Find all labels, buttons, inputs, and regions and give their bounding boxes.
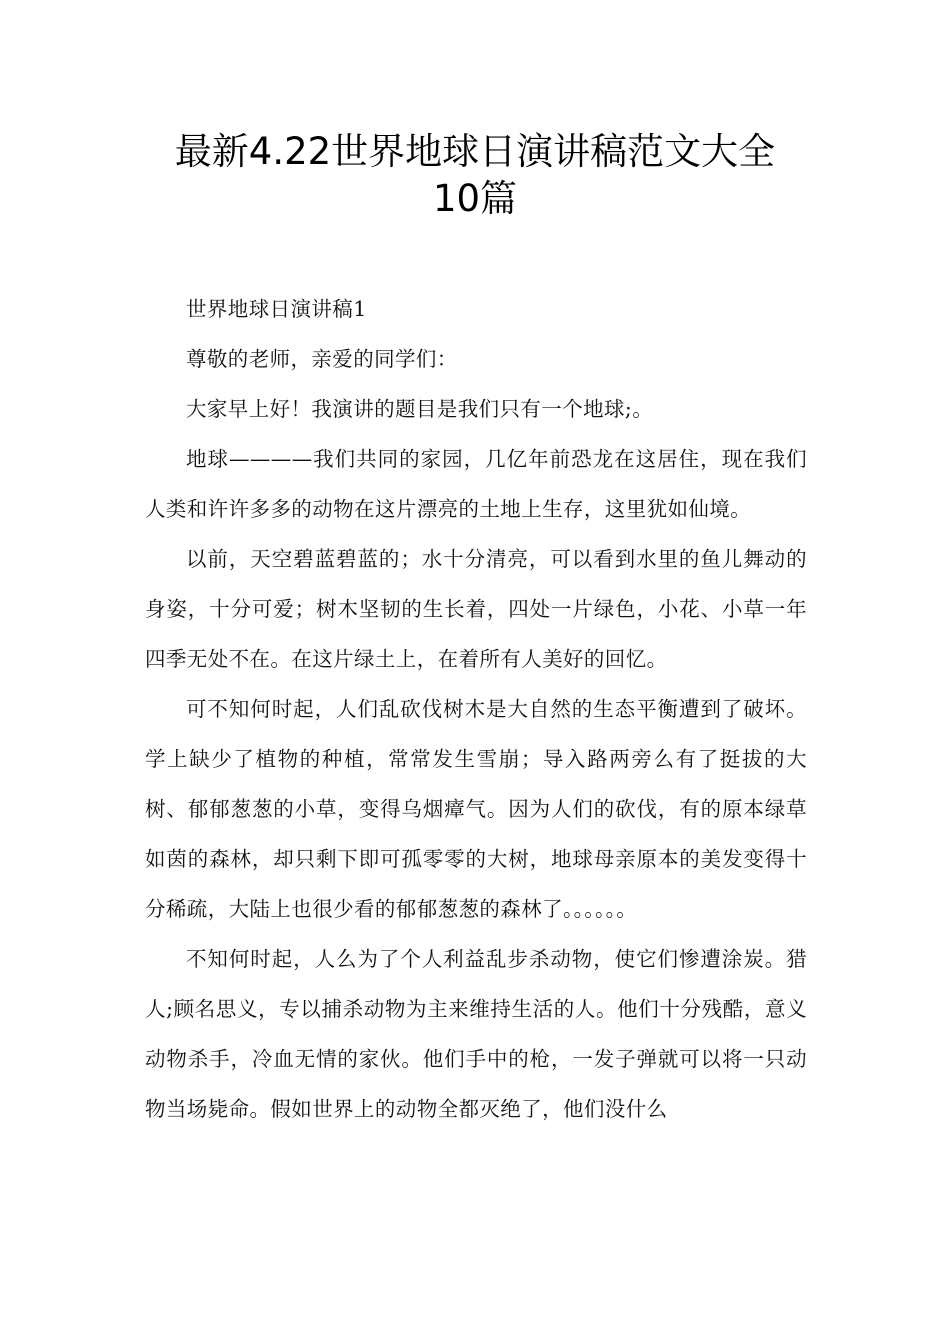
title-line-2: 10篇 (432, 177, 518, 220)
body-paragraph: 地球————我们共同的家园，几亿年前恐龙在这居住，现在我们人类和许许多多的动物在这片漂亮的土地上生存，这里犹如仙境。 (145, 447, 807, 521)
title-line-1: 最新4.22世界地球日演讲稿范文大全 (174, 130, 776, 173)
document-title (120, 128, 830, 222)
body-paragraph: 不知何时起，人么为了个人利益乱步杀动物，使它们惨遭涂炭。猎人;顾名思义，专以捕杀动物为主来维持生活的人。他们十分残酷，意义动物杀手，冷血无情的家伙。他们手中的枪，一发子弹就可以将一只动物当场毙命。假如世界上的动物全都灭绝了，他们没什么 (145, 947, 807, 1121)
document-body (145, 284, 807, 1134)
section-heading: 世界地球日演讲稿1 (186, 297, 367, 321)
body-paragraph: 可不知何时起，人们乱砍伐树木是大自然的生态平衡遭到了破坏。学上缺少了植物的种植，常常发生雪崩；导入路两旁么有了挺拔的大树、郁郁葱葱的小草，变得乌烟瘴气。因为人们的砍伐，有的原本绿草如茵的森林，却只剩下即可孤零零的大树，地球母亲原本的美发变得十分稀疏，大陆上也很少看的郁郁葱葱的森林了。。。。。。 (145, 697, 807, 921)
body-paragraph: 以前，天空碧蓝碧蓝的；水十分清亮，可以看到水里的鱼儿舞动的身姿，十分可爱；树木坚韧的生长着，四处一片绿色，小花、小草一年四季无处不在。在这片绿土上，在着所有人美好的回忆。 (145, 547, 807, 671)
greeting-paragraph: 大家早上好！我演讲的题目是我们只有一个地球;。 (186, 397, 654, 421)
salutation-paragraph: 尊敬的老师，亲爱的同学们： (186, 347, 458, 371)
